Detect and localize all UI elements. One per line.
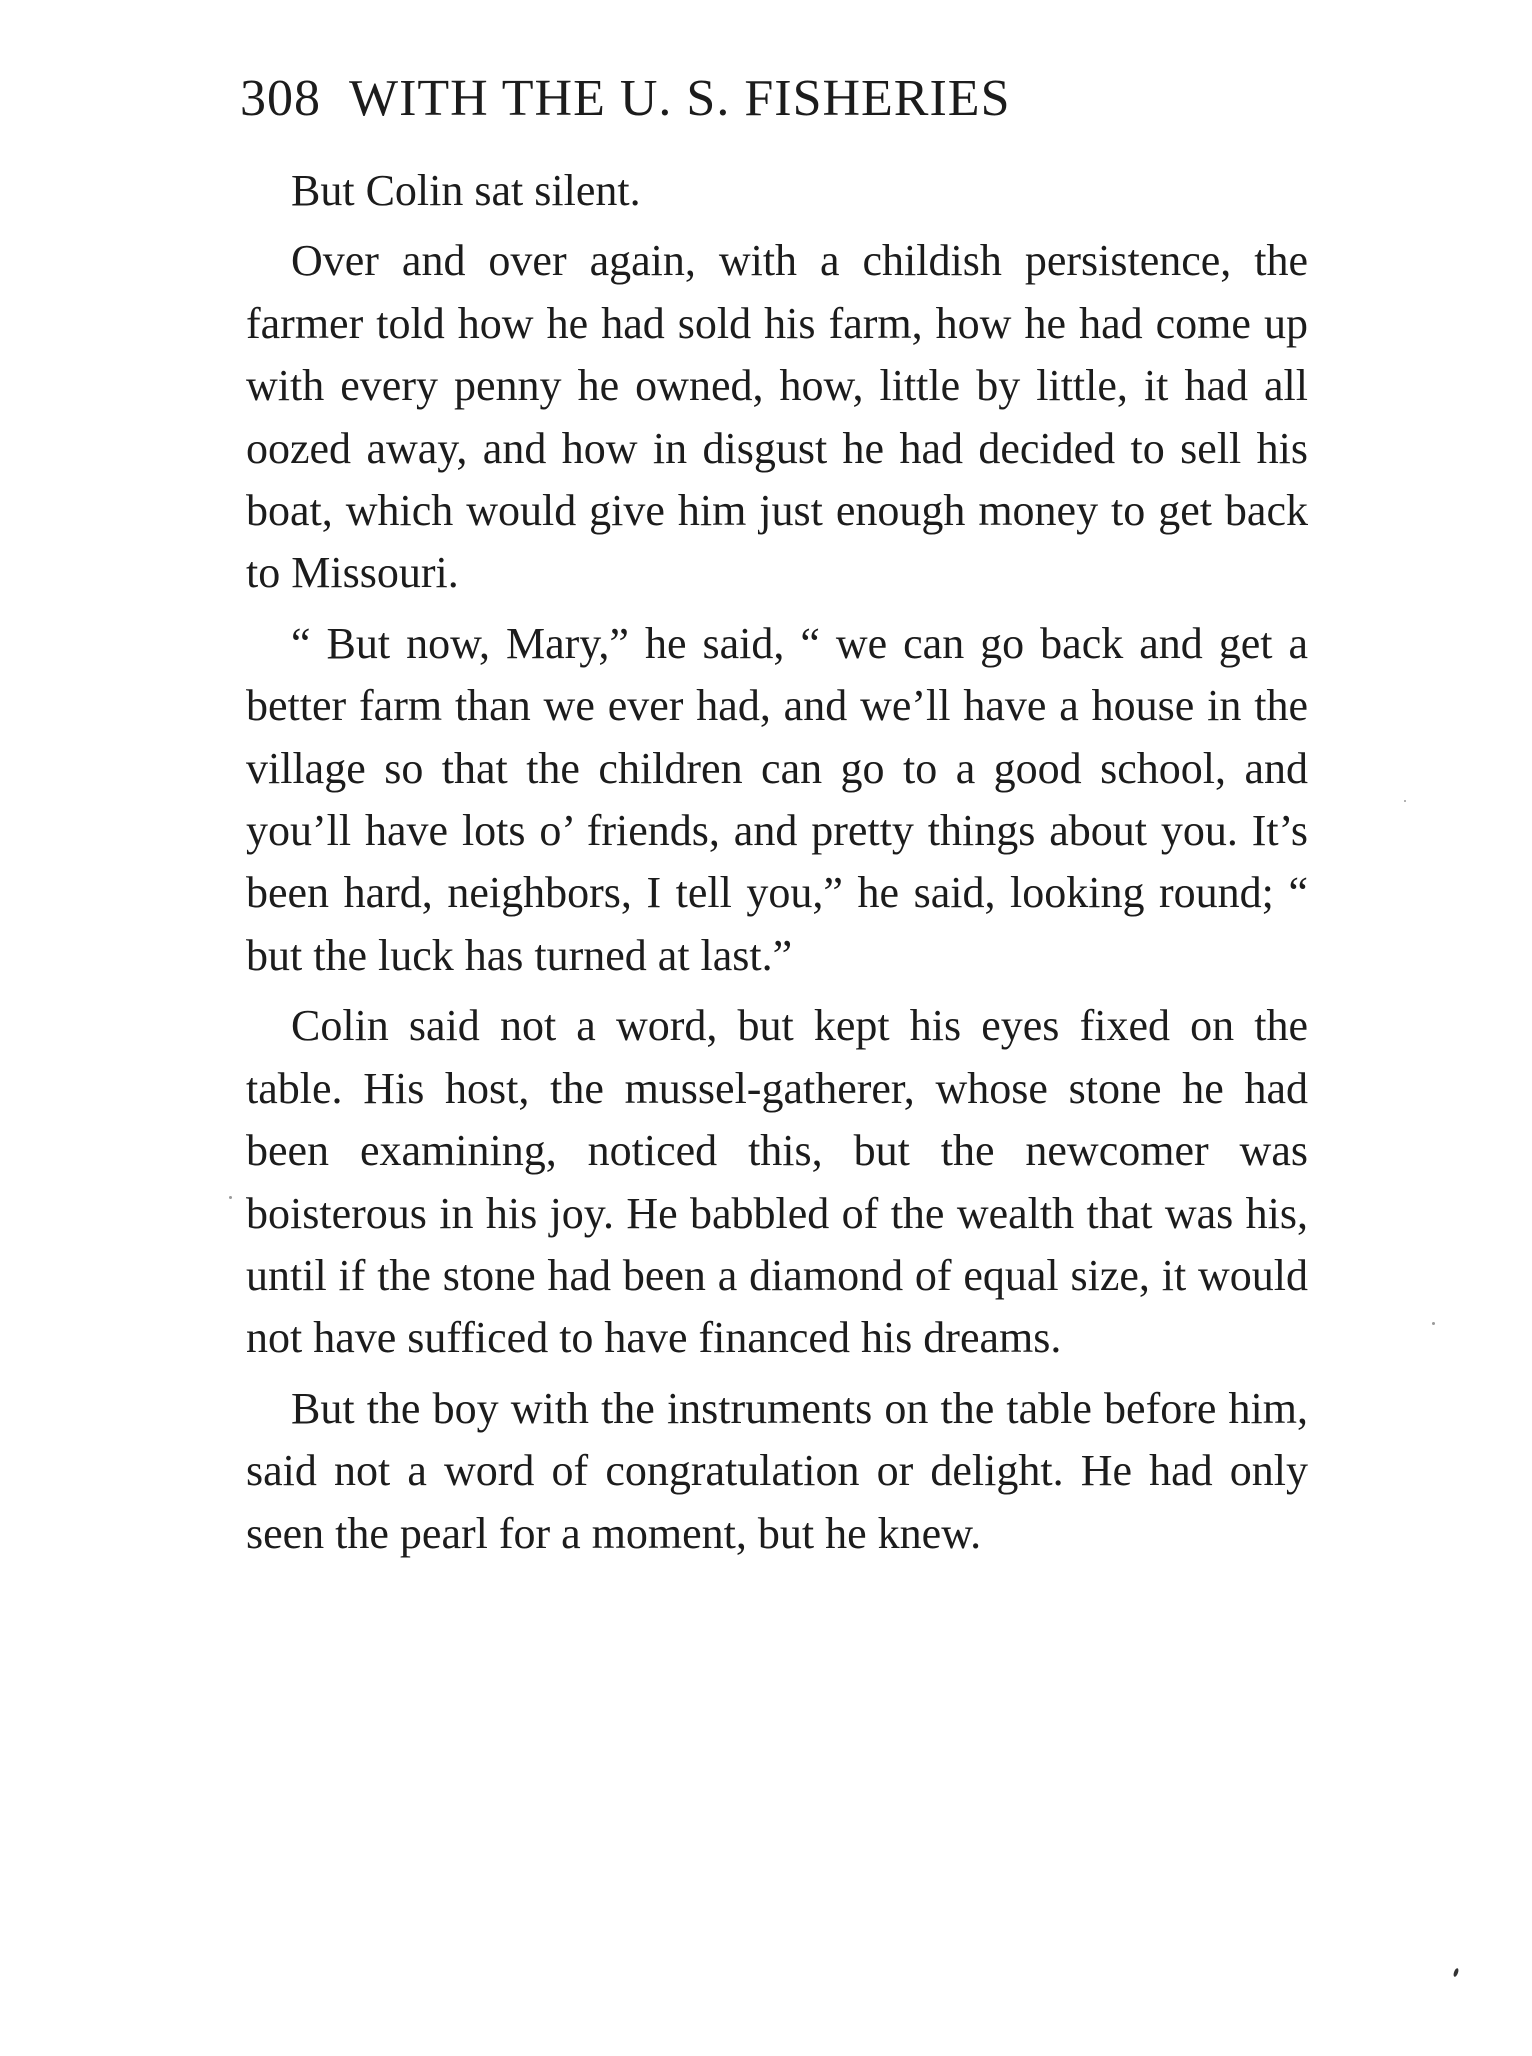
paragraph-2: Over and over again, with a childish persistence, the farmer told how he had sold his farm, how he had come up with every penny he owned, how, little by little, it had all oozed away, and how in disgust he had decided to sell his boat, which would give him just enough money to get back to Missouri. [246, 236, 1308, 598]
paragraph-5: But the boy with the instruments on the table before him, said not a word of congratulation or delight. He had only seen the pearl for a moment, but he knew. [246, 1383, 1308, 1558]
paragraph-1: But Colin sat silent. [291, 166, 641, 215]
running-title: WITH THE U. S. FISHERIES [349, 70, 1011, 127]
scan-speck [1404, 800, 1406, 802]
paragraph-4: Colin said not a word, but kept his eyes fixed on the table. His host, the mussel-gatherer, whose stone he had been examining, noticed this, but the newcomer was boisterous in his joy. He babbled of the wealth that was his, until if the stone had been a diamond of equal size, it would not have sufficed to have financed his dreams. [246, 1001, 1308, 1363]
running-header [240, 66, 1300, 132]
body-text [246, 160, 1308, 1565]
paragraph-3: “ But now, Mary,” he said, “ we can go back and get a better farm than we ever had, and we’ll have a house in the village so that the children can go to a good school, and you’ll have lots o’ friends, and pretty things about you. It’s been hard, neighbors, I tell you,” he said, looking round; “ but the luck has turned at last.” [246, 618, 1308, 980]
scan-speck [1432, 1322, 1435, 1325]
scan-speck [1453, 1968, 1460, 1978]
page-number: 308 [240, 70, 321, 127]
scan-speck [229, 1196, 232, 1199]
